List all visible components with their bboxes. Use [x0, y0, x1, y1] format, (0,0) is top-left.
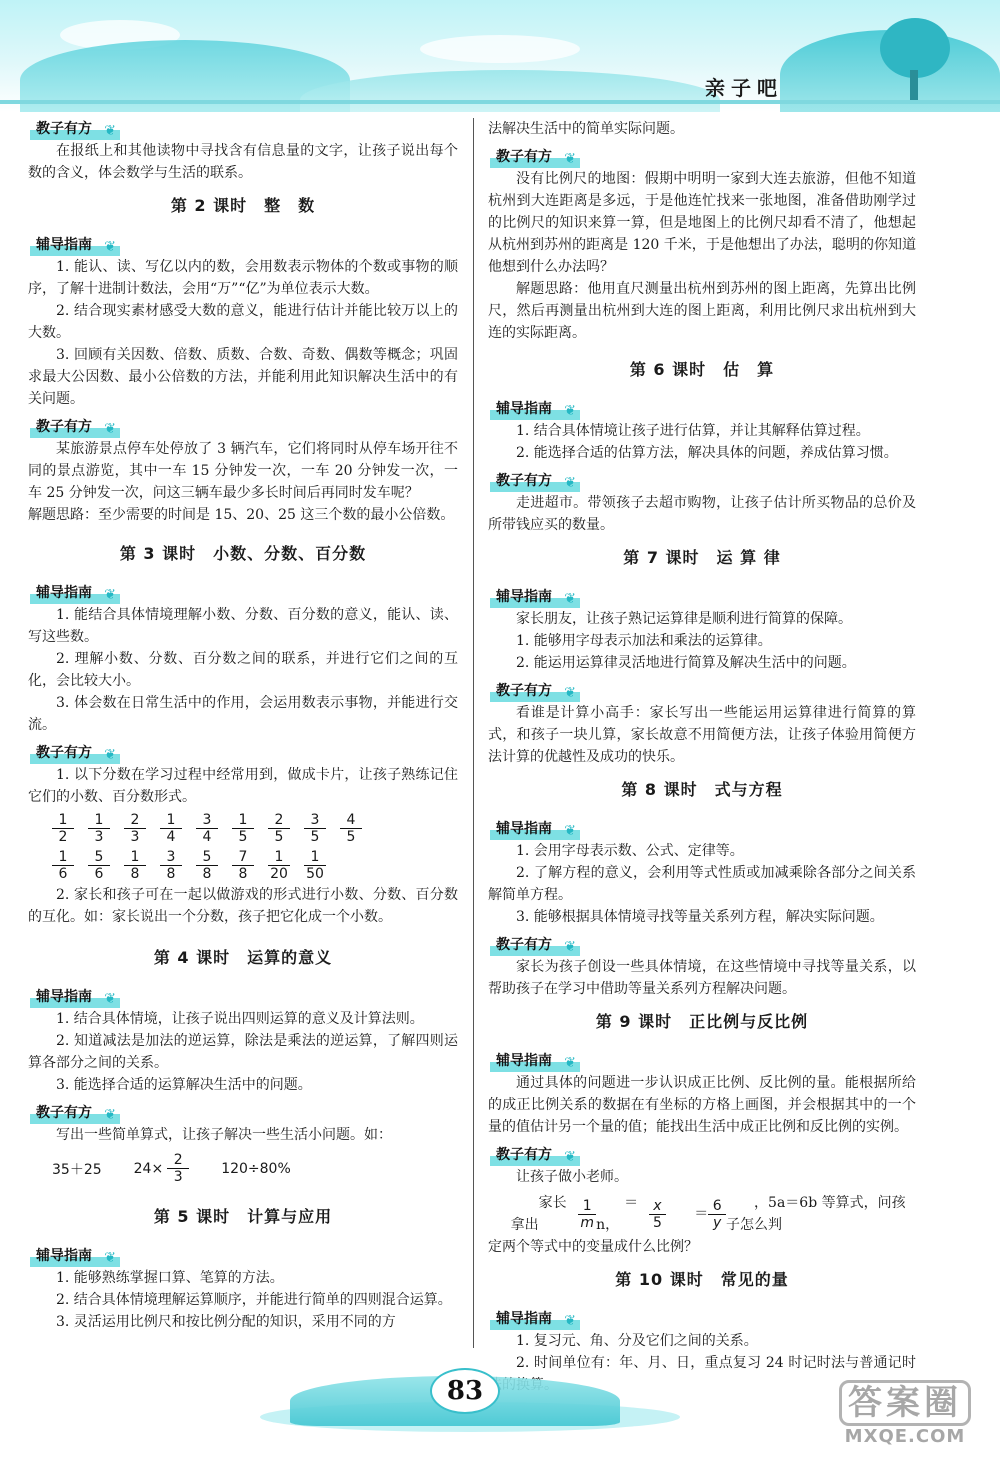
fraction-row: [52, 849, 458, 882]
fraction: [268, 812, 290, 845]
text-fragment: ，5a＝6b 等算式，问孩子怎么判: [726, 1195, 906, 1233]
paragraph: 解题思路：至少需要的时间是 15、20、25 这三个数的最小公倍数。: [28, 507, 455, 523]
fraction: [167, 1152, 189, 1185]
paragraph: 没有比例尺的地图：假期中明明一家到大连去旅游，但他不知道杭州到大连距离是多远，于是他连忙找来一张地图，准备借助刚学过的比例尺的知识来算一算，但是地图上的比例尺却看不清了，他想起从杭州到苏州的距离是 120 千米，于是他想出了办法，聪明的你知道他想到什么办法吗？: [488, 171, 916, 275]
fraction-denominator: 8: [202, 866, 212, 882]
fraction-denominator: 5: [238, 829, 248, 845]
section-tag-guide: 辅导指南 ❦: [490, 586, 580, 608]
fraction-numerator: 3: [304, 812, 326, 829]
fraction: [196, 849, 218, 882]
lesson-title: 第 4 课时 运算的意义: [153, 948, 333, 967]
fraction-numerator: 4: [340, 812, 362, 829]
fraction: [52, 849, 74, 882]
expression-row: [52, 1152, 458, 1185]
fraction: [124, 849, 146, 882]
fraction-numerator: 3: [160, 849, 182, 866]
expression: [134, 1152, 190, 1185]
fraction: [88, 812, 110, 845]
leaf-icon: ❦: [564, 403, 576, 419]
fraction: [304, 812, 326, 845]
fraction-numerator: 1: [304, 849, 326, 866]
fraction-denominator: 4: [202, 829, 212, 845]
paragraph: 1. 会用字母表示数、公式、定律等。: [516, 843, 744, 859]
expression-part: 24×: [133, 1160, 164, 1177]
paragraph: 定两个等式中的变量成什么比例？: [488, 1239, 698, 1255]
fraction: [160, 849, 182, 882]
page-number: 83: [430, 1368, 500, 1414]
fraction-denominator: 8: [238, 866, 248, 882]
section-tag-teaching: 教子有方 ❦: [490, 934, 580, 956]
fraction-numerator: 1: [232, 812, 254, 829]
paragraph: 1. 以下分数在学习过程中经常用到，做成卡片，让孩子熟练记住它们的小数、百分数形式。: [28, 767, 458, 805]
paragraph: 家长为孩子创设一些具体情境，在这些情境中寻找等量关系，以帮助孩子在学习中借助等量关系列方程解决问题。: [488, 959, 916, 997]
fraction-numerator: 3: [196, 812, 218, 829]
leaf-icon: ❦: [564, 1313, 576, 1329]
leaf-icon: ❦: [104, 1107, 116, 1123]
paragraph: 2. 理解小数、分数、百分数之间的联系，并进行它们之间的互化，会比较大小。: [28, 651, 458, 689]
math-line: [488, 1192, 916, 1236]
leaf-icon: ❦: [564, 151, 576, 167]
paragraph: 2. 能选择合适的估算方法，解决具体的问题，养成估算习惯。: [516, 445, 898, 461]
paragraph: 2. 结合现实素材感受大数的意义，能进行估计并能比较万以上的大数。: [28, 303, 458, 341]
tree-trunk: [910, 70, 918, 100]
fraction: [160, 812, 182, 845]
fraction-denominator: 5: [274, 829, 284, 845]
fraction-denominator: 50: [306, 866, 324, 882]
fraction-numerator: 1: [124, 849, 146, 866]
paragraph: 1. 能够用字母表示加法和乘法的运算律。: [516, 633, 772, 649]
fraction-denominator: 4: [166, 829, 176, 845]
fraction-denominator: 5: [346, 829, 356, 845]
expression: 120÷80%: [221, 1160, 291, 1177]
paragraph: 看谁是计算小高手：家长写出一些能运用运算律进行简算的算式，和孩子一块儿算，家长故意不用简便方法，让孩子体验用简便方法计算的优越性及成功的快乐。: [488, 705, 916, 765]
leaf-icon: ❦: [104, 991, 116, 1007]
left-column: [28, 112, 458, 1333]
right-column: [488, 112, 916, 1396]
fraction-numerator: 1: [52, 849, 74, 866]
fraction-numerator: 5: [196, 849, 218, 866]
lesson-title: 第 8 课时 式与方程: [621, 780, 783, 799]
paragraph: 1. 能够熟练掌握口算、笔算的方法。: [56, 1270, 284, 1286]
fraction-denominator: 8: [130, 866, 140, 882]
lesson-title: 第 10 课时 常见的量: [615, 1270, 789, 1289]
leaf-icon: ❦: [564, 1055, 576, 1071]
lesson-title: 第 7 课时 运 算 律: [623, 548, 781, 567]
fraction: [268, 849, 290, 882]
section-tag-teaching: 教子有方 ❦: [490, 1144, 580, 1166]
leaf-icon: ❦: [564, 685, 576, 701]
fraction-denominator: 5: [310, 829, 320, 845]
paragraph: 1. 结合具体情境，让孩子说出四则运算的意义及计算法则。: [56, 1011, 424, 1027]
leaf-icon: ❦: [104, 239, 116, 255]
fraction-denominator: 2: [58, 829, 68, 845]
header-band: [0, 100, 1000, 104]
paragraph: 3. 体会数在日常生活中的作用，会运用数表示事物，并能进行交流。: [28, 695, 458, 733]
page-footer: [0, 1340, 1000, 1463]
fraction-numerator: 1: [578, 1198, 596, 1215]
fraction-denominator: 6: [94, 866, 104, 882]
section-tag-guide: 辅导指南 ❦: [30, 986, 120, 1008]
paragraph: 写出一些简单算式，让孩子解决一些生活小问题。如：: [56, 1127, 392, 1143]
fraction-numerator: 2: [268, 812, 290, 829]
paragraph: 2. 家长和孩子可在一起以做游戏的形式进行小数、分数、百分数的互化。如：家长说出一个分数，孩子把它化成一个小数。: [28, 887, 458, 925]
section-tag-guide: 辅导指南 ❦: [30, 582, 120, 604]
section-tag-teaching: 教子有方 ❦: [490, 680, 580, 702]
watermark-logo: [815, 1380, 995, 1460]
section-tag-teaching: 教子有方 ❦: [30, 1102, 120, 1124]
lesson-title: 第 9 课时 正比例与反比例: [595, 1012, 809, 1031]
fraction-numerator: 6: [708, 1198, 726, 1215]
fraction: [304, 849, 326, 882]
leaf-icon: ❦: [564, 823, 576, 839]
section-tag-teaching: 教子有方 ❦: [490, 146, 580, 168]
fraction: [88, 849, 110, 882]
paragraph: 3. 回顾有关因数、倍数、质数、合数、奇数、偶数等概念；巩固求最大公因数、最小公倍数的方法，并能利用此知识解决生活中的有关问题。: [28, 347, 458, 407]
paragraph: 让孩子做小老师。: [516, 1169, 628, 1185]
paragraph: 1. 能认、读、写亿以内的数，会用数表示物体的个数或事物的顺序，了解十进制计数法，会用“万”“亿”为单位表示大数。: [28, 259, 458, 297]
fraction-numerator: 1: [88, 812, 110, 829]
paragraph: 法解决生活中的简单实际问题。: [488, 121, 684, 137]
leaf-icon: ❦: [564, 1149, 576, 1165]
fraction-denominator: 3: [94, 829, 104, 845]
leaf-icon: ❦: [564, 939, 576, 955]
fraction: [124, 812, 146, 845]
hill-decoration: [300, 70, 720, 112]
fraction-row: [52, 812, 458, 845]
paragraph: 2. 了解方程的意义，会利用等式性质或加减乘除各部分之间关系解简单方程。: [488, 865, 916, 903]
paragraph: 3. 能够根据具体情境寻找等量关系列方程，解决实际问题。: [516, 909, 884, 925]
fraction: [52, 812, 74, 845]
fraction-denominator: y: [713, 1214, 722, 1231]
section-tag-guide: 辅导指南 ❦: [490, 398, 580, 420]
fraction-numerator: 2: [167, 1152, 189, 1169]
leaf-icon: ❦: [564, 591, 576, 607]
section-tag-teaching: 教子有方 ❦: [30, 742, 120, 764]
lesson-title: 第 3 课时 小数、分数、百分数: [119, 544, 367, 563]
paragraph: 2. 结合具体情境理解运算顺序，并能进行简单的四则混合运算。: [56, 1292, 452, 1308]
fraction-numerator: 7: [232, 849, 254, 866]
text-fragment: 家长拿出: [510, 1195, 567, 1233]
watermark-url: MXQE.COM: [844, 1426, 966, 1447]
column-divider: [473, 118, 474, 1348]
fraction: [196, 812, 218, 845]
fraction-numerator: 2: [124, 812, 146, 829]
fraction: [578, 1198, 596, 1231]
lesson-title: 第 5 课时 计算与应用: [153, 1207, 333, 1226]
leaf-icon: ❦: [104, 587, 116, 603]
section-tag-guide: 辅导指南 ❦: [30, 234, 120, 256]
paragraph: 2. 时间单位有：年、月、日，重点复习 24 时记时法与普通记时: [516, 1355, 916, 1371]
leaf-icon: ❦: [104, 747, 116, 763]
paragraph: 通过具体的问题进一步认识成正比例、反比例的量。能根据所给的成正比例关系的数据在有坐标的方格上画图，并会根据其中的一个量的值估计另一个量的值；能找出生活中成正比例和反比例的实例。: [488, 1075, 916, 1135]
fraction-denominator: 5: [652, 1214, 662, 1231]
paragraph: 3. 灵活运用比例尺和按比例分配的知识，采用不同的方: [56, 1314, 396, 1330]
fraction-denominator: m: [580, 1214, 595, 1231]
section-tag-guide: 辅导指南 ❦: [490, 1308, 580, 1330]
paragraph: 3. 能选择合适的运算解决生活中的问题。: [56, 1077, 312, 1093]
fraction-numerator: 1: [52, 812, 74, 829]
expression: 35＋25: [52, 1161, 102, 1178]
leaf-icon: ❦: [104, 421, 116, 437]
section-tag-guide: 辅导指南 ❦: [490, 818, 580, 840]
leaf-icon: ❦: [564, 475, 576, 491]
paragraph: 1. 复习元、角、分及它们之间的关系。: [516, 1333, 758, 1349]
section-tag-guide: 辅导指南 ❦: [490, 1050, 580, 1072]
header-title: 亲子吧: [705, 76, 783, 100]
paragraph: 1. 结合具体情境让孩子进行估算，并让其解释估算过程。: [516, 423, 870, 439]
page-header: [0, 0, 1000, 112]
lesson-title: 第 2 课时 整 数: [170, 196, 316, 215]
text-fragment: ＝: [694, 1206, 709, 1222]
fraction-denominator: 3: [130, 829, 140, 845]
watermark-text: 答案圈: [839, 1380, 971, 1426]
fraction-denominator: 8: [166, 866, 176, 882]
fraction-denominator: 6: [58, 866, 68, 882]
tree-icon: [880, 18, 950, 78]
paragraph: 1. 能结合具体情境理解小数、分数、百分数的意义，能认、读、写这些数。: [28, 607, 458, 645]
leaf-icon: ❦: [104, 1250, 116, 1266]
paragraph: 在报纸上和其他读物中寻找含有信息量的文字，让孩子说出每个数的含义，体会数学与生活的联系。: [28, 143, 458, 181]
paragraph: 2. 能运用运算律灵活地进行简算及解决生活中的问题。: [516, 655, 856, 671]
fraction-numerator: x: [649, 1198, 667, 1215]
fraction-denominator: 3: [173, 1169, 183, 1185]
paragraph: 解题思路：他用直尺测量出杭州到苏州的图上距离，先算出比例尺，然后再测量出杭州到大连的图上距离，利用比例尺求出杭州到大连的实际距离。: [488, 281, 916, 341]
fraction: [649, 1198, 667, 1231]
paragraph: 走进超市。带领孩子去超市购物，让孩子估计所买物品的总价及所带钱应买的数量。: [488, 495, 916, 533]
cloud-decoration: [420, 35, 580, 63]
leaf-icon: ❦: [104, 123, 116, 139]
fraction-denominator: 20: [270, 866, 288, 882]
fraction: [232, 812, 254, 845]
paragraph: 某旅游景点停车处停放了 3 辆汽车，它们将同时从停车场开往不同的景点游览，其中一车 15 分钟发一次，一车 20 分钟发一次，一车 25 分钟发一次，问这三辆车最少多长时间后再同时发车呢？: [28, 441, 458, 501]
section-tag-teaching: 教子有方 ❦: [490, 470, 580, 492]
section-tag-teaching: 教子有方 ❦: [30, 118, 120, 140]
fraction-numerator: 1: [160, 812, 182, 829]
paragraph: 2. 知道减法是加法的逆运算，除法是乘法的逆运算，了解四则运算各部分之间的关系。: [28, 1033, 458, 1071]
fraction: [708, 1198, 726, 1231]
fraction-numerator: 1: [268, 849, 290, 866]
fraction-numerator: 5: [88, 849, 110, 866]
section-tag-teaching: 教子有方 ❦: [30, 416, 120, 438]
lesson-title: 第 6 课时 估 算: [629, 360, 775, 379]
fraction: [340, 812, 362, 845]
section-tag-guide: 辅导指南 ❦: [30, 1245, 120, 1267]
text-fragment: ＝n，: [596, 1195, 639, 1233]
fraction: [232, 849, 254, 882]
paragraph: 家长朋友，让孩子熟记运算律是顺利进行简算的保障。: [516, 611, 852, 627]
